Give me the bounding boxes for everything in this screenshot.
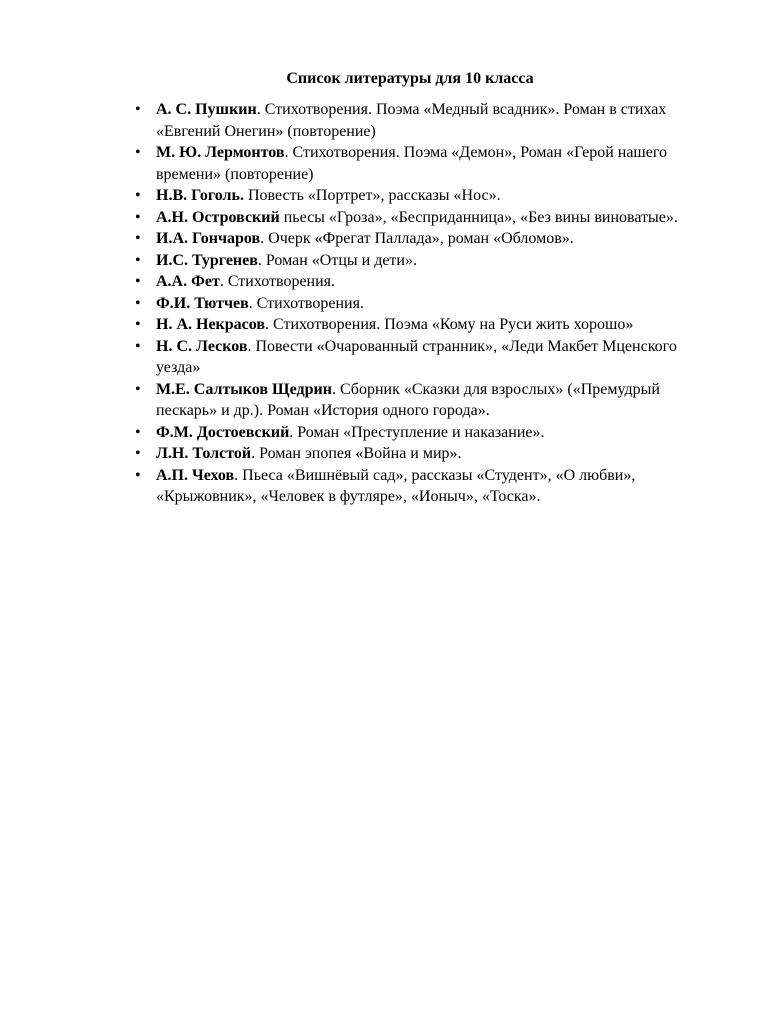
author-name: И.А. Гончаров bbox=[156, 230, 261, 247]
works-text: . Стихотворения. Поэма «Медный всадник». Роман в стихах «Евгений Онегин» (повторение) bbox=[156, 101, 667, 140]
list-item bbox=[135, 99, 716, 142]
list-item bbox=[135, 293, 716, 315]
bullet-icon: • bbox=[135, 144, 141, 161]
list-item bbox=[135, 185, 716, 207]
works-text: пьесы «Гроза», «Бесприданница», «Без вины виноватые». bbox=[279, 208, 678, 226]
author-name: М.Е. Салтыков Щедрин bbox=[156, 380, 332, 398]
bullet-icon: • bbox=[135, 208, 141, 226]
list-item bbox=[135, 443, 716, 465]
list-item bbox=[135, 314, 716, 336]
works-text: . Стихотворения. bbox=[219, 273, 336, 290]
author-name: А.А. Фет bbox=[156, 273, 220, 290]
bullet-icon: • bbox=[135, 251, 141, 269]
list-item bbox=[135, 271, 716, 293]
author-name: Н.В. Гоголь. bbox=[156, 187, 244, 204]
works-text: . Роман «Отцы и дети». bbox=[257, 251, 417, 269]
works-text: . Пьеса «Вишнёвый сад», рассказы «Студент», «О любви», «Крыжовник», «Человек в футляре», «Ионыч», «Тоска». bbox=[156, 466, 636, 505]
works-text: . Стихотворения. bbox=[248, 294, 364, 312]
list-item bbox=[135, 228, 716, 250]
list-item bbox=[135, 142, 716, 185]
works-text: . Стихотворения. Поэма «Демон», Роман «Герой нашего времени» (повторение) bbox=[156, 144, 668, 183]
works-text: . Сборник «Сказки для взрослых» («Премудрый пескарь» и др.). Роман «История одного города». bbox=[156, 380, 660, 419]
author-name: Ф.И. Тютчев bbox=[156, 294, 249, 312]
works-text: . Роман «Преступление и наказание». bbox=[289, 423, 545, 441]
works-text: . Стихотворения. Поэма «Кому на Руси жить хорошо» bbox=[265, 316, 634, 333]
author-name: Н. С. Лесков bbox=[156, 337, 248, 355]
author-name: Ф.М. Достоевский bbox=[156, 423, 290, 441]
literature-list bbox=[135, 99, 716, 508]
works-text: Повесть «Портрет», рассказы «Нос». bbox=[243, 187, 501, 204]
bullet-icon: • bbox=[135, 337, 141, 355]
bullet-icon: • bbox=[135, 380, 141, 398]
bullet-icon: • bbox=[135, 445, 141, 462]
list-item bbox=[135, 336, 716, 379]
works-text: . Очерк «Фрегат Паллада», роман «Обломов». bbox=[260, 230, 574, 247]
author-name: И.С. Тургенев bbox=[156, 251, 258, 269]
list-item bbox=[135, 422, 716, 444]
author-name: А. С. Пушкин bbox=[156, 101, 257, 118]
list-item bbox=[135, 379, 716, 422]
document-title: Список литературы для 10 класса bbox=[286, 70, 534, 87]
author-name: Н. А. Некрасов bbox=[156, 316, 266, 333]
author-name: А.Н. Островский bbox=[156, 208, 280, 226]
list-item bbox=[135, 250, 716, 272]
works-text: . Повести «Очарованный странник», «Леди Макбет Мценского уезда» bbox=[156, 337, 677, 376]
bullet-icon: • bbox=[135, 316, 141, 333]
author-name: Л.Н. Толстой bbox=[156, 445, 252, 462]
bullet-icon: • bbox=[135, 466, 141, 484]
list-item bbox=[135, 207, 716, 229]
author-name: М. Ю. Лермонтов bbox=[156, 144, 285, 161]
bullet-icon: • bbox=[135, 273, 141, 290]
bullet-icon: • bbox=[135, 230, 141, 247]
bullet-icon: • bbox=[135, 101, 141, 118]
author-name: А.П. Чехов bbox=[156, 466, 235, 484]
list-item bbox=[135, 465, 716, 508]
bullet-icon: • bbox=[135, 423, 141, 441]
bullet-icon: • bbox=[135, 187, 141, 204]
bullet-icon: • bbox=[135, 294, 141, 312]
works-text: . Роман эпопея «Война и мир». bbox=[251, 445, 462, 462]
